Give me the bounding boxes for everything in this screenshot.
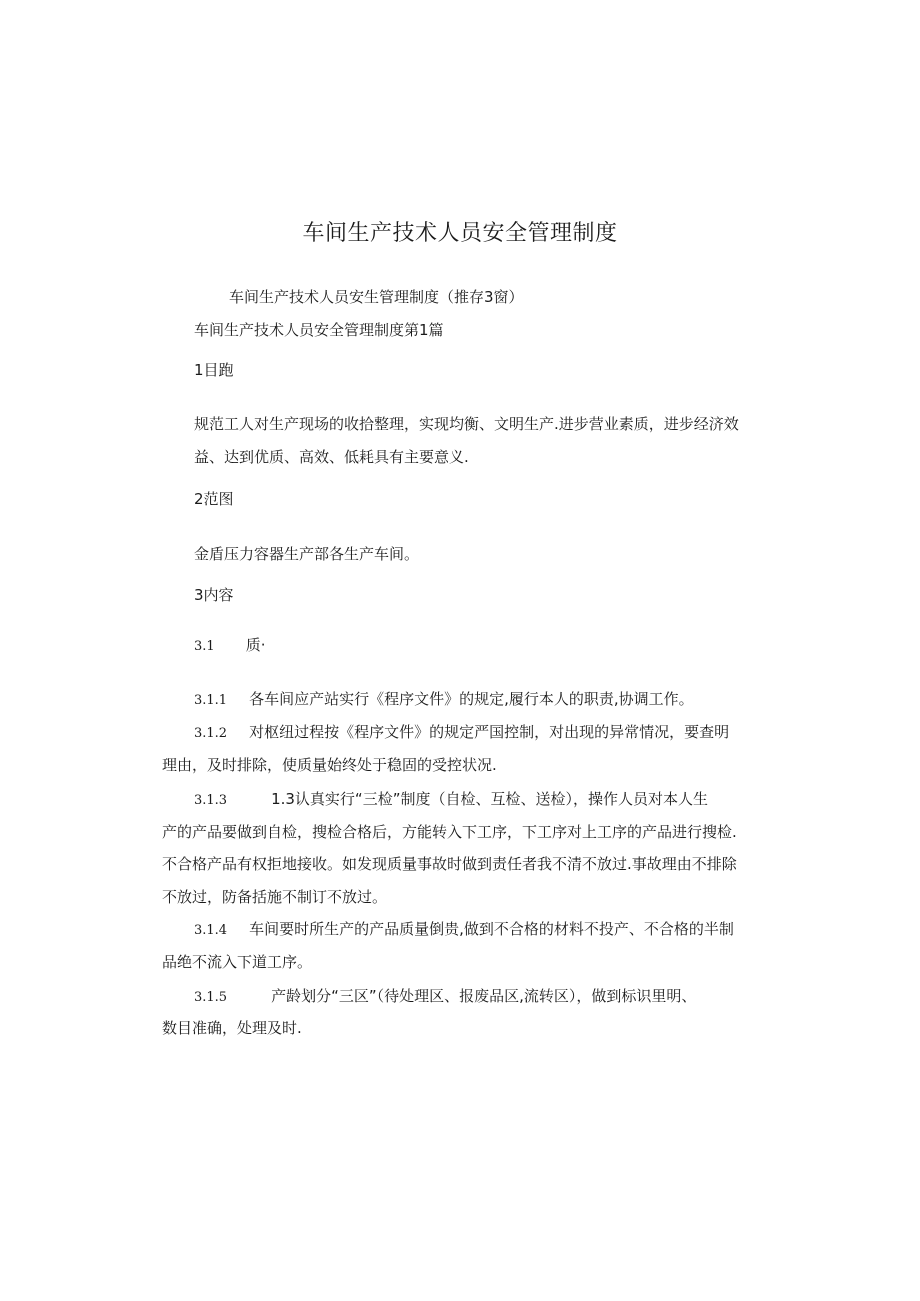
item-3-1-5-continuation: 数目准确，处理及时. <box>162 1019 302 1037</box>
item-3-1 <box>194 634 265 655</box>
item-number: 3.1.5 <box>194 990 228 1005</box>
item-text: 1.3认真实行“三检”制度（自检、互检、送检），操作人员对本人生 <box>271 790 708 808</box>
item-text: 产龄划分“三区”（待处理区、报废品区,流转区），做到标识里明、 <box>271 987 697 1005</box>
item-text: 对枢纽过程按《程序文件》的规定严国控制，对出现的异常情况，要查明 <box>249 723 730 741</box>
item-text: 质· <box>245 636 266 654</box>
item-3-1-3 <box>194 788 708 809</box>
section-content-heading: 3内容 <box>194 586 234 604</box>
item-text: 各车间应产站实行《程序文件》的规定,履行本人的职责,协调工作。 <box>249 690 694 708</box>
item-number: 3.1.4 <box>194 923 228 938</box>
item-number: 3.1 <box>194 639 215 654</box>
item-3-1-1 <box>194 688 694 709</box>
item-3-1-5 <box>194 985 696 1006</box>
document-subtitle: 车间生产技术人员安生管理制度（推存3窗） <box>229 288 524 306</box>
item-number: 3.1.2 <box>194 726 228 741</box>
item-3-1-4 <box>194 918 734 939</box>
item-3-1-3-continuation-2: 不合格产品有权拒地接收。如发现质量事故时做到责任者我不清不放过.事故理由不排除 <box>162 855 737 873</box>
item-3-1-3-continuation-3: 不放过，防备括施不制订不放过。 <box>162 888 388 906</box>
section-scope-heading: 2范图 <box>194 490 234 508</box>
item-3-1-4-continuation: 品绝不流入下道工序。 <box>162 953 313 971</box>
item-3-1-2 <box>194 721 729 742</box>
purpose-paragraph-line-1: 规范工人对生产现场的收拾整理，实现均衡、文明生产.进步营业素质，进步经济效 <box>194 415 739 433</box>
purpose-paragraph-line-2: 益、达到优质、高效、低耗具有主要意义. <box>194 448 469 466</box>
section-purpose-heading: 1目跑 <box>194 361 234 379</box>
item-3-1-2-continuation: 理由，及时排除，使质量始终处于稳固的受控状况. <box>162 756 497 774</box>
item-text: 车间要时所生产的产品质量倒贵,做到不合格的材料不投产、不合格的半制 <box>249 920 734 938</box>
scope-paragraph: 金盾压力容器生产部各生产车间。 <box>194 545 420 563</box>
item-number: 3.1.1 <box>194 693 228 708</box>
item-number: 3.1.3 <box>194 793 228 808</box>
item-3-1-3-continuation-1: 产的产品要做到自检，搜检合格后，方能转入下工序，下工序对上工序的产品进行搜检. <box>162 823 737 841</box>
article-heading: 车间生产技术人员安全管理制度第1篇 <box>194 321 444 339</box>
document-title: 车间生产技术人员安全管理制度 <box>302 221 618 246</box>
